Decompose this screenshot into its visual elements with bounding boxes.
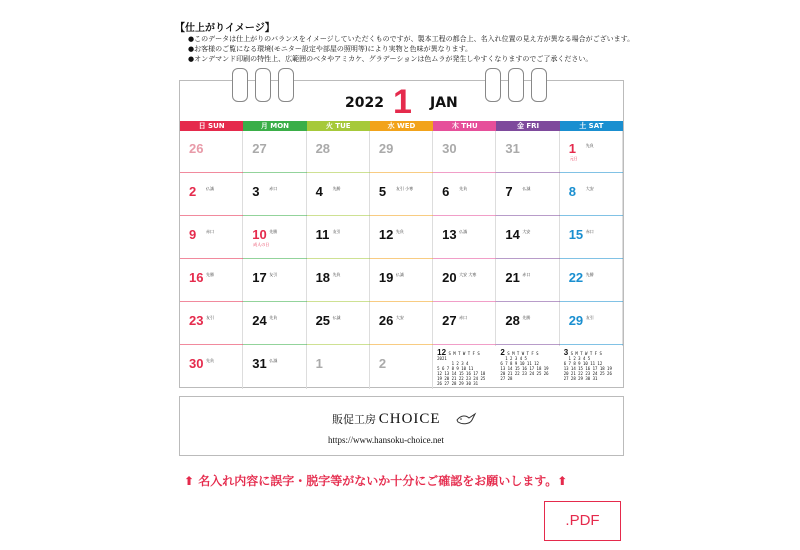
mini-weekdays: S M T W T F S bbox=[568, 351, 602, 356]
day-cell bbox=[243, 346, 306, 389]
rokuyo-label: 赤口 bbox=[206, 229, 214, 234]
rokuyo-label: 赤口 bbox=[585, 229, 594, 234]
notes bbox=[188, 34, 634, 64]
day-cell bbox=[307, 174, 370, 217]
rokuyo-label: 仏滅 bbox=[459, 229, 468, 234]
calendar-month-number: 1 bbox=[393, 83, 412, 121]
day-number: 21 bbox=[505, 270, 520, 285]
day-number: 22 bbox=[568, 270, 584, 285]
day-cell bbox=[180, 346, 243, 389]
rokuyo-label: 先負 bbox=[459, 186, 468, 191]
day-number: 28 bbox=[505, 313, 520, 328]
day-cell bbox=[370, 131, 433, 174]
day-number: 29 bbox=[568, 313, 584, 328]
day-cell bbox=[307, 346, 370, 389]
mini-weekdays: S M T W T F S bbox=[504, 351, 539, 356]
holiday-label: 成人の日 bbox=[253, 242, 270, 247]
row-divider bbox=[180, 172, 243, 173]
day-cell bbox=[370, 346, 433, 389]
day-number: 13 bbox=[442, 227, 457, 242]
day-number: 9 bbox=[189, 227, 197, 242]
calendar-month-name: JAN bbox=[430, 95, 458, 111]
day-number: 23 bbox=[189, 313, 204, 328]
mini-calendar bbox=[500, 350, 548, 381]
rokuyo-label: 赤口 bbox=[459, 315, 468, 320]
day-number: 20 bbox=[442, 270, 457, 285]
row-divider bbox=[433, 301, 496, 302]
weekday-tue: 火 TUE bbox=[307, 121, 370, 131]
note-line: ●お客様のご覧になる環境(モニター設定や部屋の照明等)により実物と色味が異なります。 bbox=[188, 45, 473, 53]
row-divider bbox=[307, 172, 370, 173]
rokuyo-label: 先負 bbox=[585, 143, 594, 148]
day-number: 27 bbox=[252, 141, 267, 156]
day-cell bbox=[307, 131, 370, 174]
row-divider bbox=[433, 172, 496, 173]
day-number: 28 bbox=[315, 141, 331, 156]
day-cell bbox=[496, 174, 559, 217]
weekday-thu: 木 THU bbox=[433, 121, 496, 131]
rokuyo-label: 先勝 bbox=[585, 272, 594, 277]
rokuyo-label: 友引 小寒 bbox=[395, 186, 414, 191]
row-divider bbox=[243, 344, 306, 345]
day-cell bbox=[433, 131, 496, 174]
day-number: 7 bbox=[505, 184, 513, 199]
row-divider bbox=[560, 172, 623, 173]
rokuyo-label: 仏滅 bbox=[332, 315, 341, 320]
day-number: 12 bbox=[378, 227, 394, 242]
mini-week-row: 13 14 15 16 17 18 19 bbox=[500, 366, 549, 371]
day-number: 26 bbox=[189, 141, 204, 156]
row-divider bbox=[560, 301, 623, 302]
rokuyo-label: 先負 bbox=[269, 315, 278, 320]
rokuyo-label: 友引 bbox=[269, 272, 278, 277]
row-divider bbox=[560, 258, 623, 259]
rokuyo-label: 大安 大寒 bbox=[459, 272, 477, 277]
row-divider bbox=[243, 258, 306, 259]
day-cell bbox=[433, 303, 496, 346]
rokuyo-label: 友引 bbox=[206, 315, 214, 320]
day-cell bbox=[370, 174, 433, 217]
mini-week-row: 1 2 3 4 bbox=[437, 361, 469, 366]
rokuyo-label: 先勝 bbox=[522, 315, 531, 320]
mini-week-row: 20 21 22 23 24 25 26 bbox=[563, 371, 612, 376]
row-divider bbox=[243, 172, 306, 173]
day-number: 30 bbox=[189, 356, 204, 371]
mini-week-row: 6 7 8 9 10 11 12 bbox=[500, 361, 539, 366]
day-cell bbox=[560, 303, 623, 346]
row-divider bbox=[180, 301, 243, 302]
rokuyo-label: 先勝 bbox=[269, 229, 278, 234]
row-divider bbox=[496, 215, 559, 216]
rokuyo-label: 仏滅 bbox=[522, 186, 531, 191]
mini-week-row: 20 21 22 23 24 25 26 bbox=[500, 371, 549, 376]
rokuyo-label: 仏滅 bbox=[206, 186, 214, 191]
rokuyo-label: 友引 bbox=[332, 229, 341, 234]
calendar-grid bbox=[180, 131, 623, 387]
day-number: 18 bbox=[315, 270, 331, 285]
calendar-preview bbox=[179, 80, 624, 388]
rokuyo-label: 先負 bbox=[332, 272, 341, 277]
day-number: 31 bbox=[252, 356, 267, 371]
brand-name bbox=[332, 411, 441, 428]
day-cell bbox=[307, 260, 370, 303]
day-cell bbox=[180, 131, 243, 174]
day-number: 2 bbox=[378, 356, 387, 371]
day-cell bbox=[243, 174, 306, 217]
rokuyo-label: 仏滅 bbox=[269, 358, 278, 363]
row-divider bbox=[370, 172, 433, 173]
row-divider bbox=[496, 172, 559, 173]
day-cell bbox=[370, 303, 433, 346]
mini-weekdays: S M T W T F S bbox=[446, 351, 480, 356]
rokuyo-label: 先負 bbox=[395, 229, 404, 234]
day-number: 5 bbox=[378, 184, 387, 199]
day-cell bbox=[180, 174, 243, 217]
day-number: 19 bbox=[378, 270, 394, 285]
row-divider bbox=[180, 344, 243, 345]
mini-year: 2021 bbox=[437, 356, 447, 361]
day-number: 24 bbox=[252, 313, 267, 328]
weekday-sat: 土 SAT bbox=[560, 121, 623, 131]
rokuyo-label: 大安 bbox=[585, 186, 594, 191]
rokuyo-label: 先勝 bbox=[206, 272, 214, 277]
row-divider bbox=[370, 344, 433, 345]
day-cell bbox=[560, 174, 623, 217]
rokuyo-label: 友引 bbox=[585, 315, 594, 320]
day-cell bbox=[496, 217, 559, 260]
weekday-mon: 月 MON bbox=[243, 121, 306, 131]
mini-week-row: 6 7 8 9 10 11 12 bbox=[563, 361, 603, 366]
day-number: 10 bbox=[252, 227, 267, 242]
note-line: ●このデータは仕上がりのバランスをイメージしていただくものですが、製本工程の都合上、名入れ位置の見え方が異なる場合がございます。 bbox=[188, 35, 635, 43]
rokuyo-label: 先負 bbox=[206, 358, 214, 363]
day-cell bbox=[496, 303, 559, 346]
row-divider bbox=[370, 258, 433, 259]
weekday-sun: 日 SUN bbox=[180, 121, 243, 131]
holiday-label: 元日 bbox=[569, 156, 578, 161]
day-number: 3 bbox=[252, 184, 260, 199]
rokuyo-label: 赤口 bbox=[269, 186, 278, 191]
rokuyo-label: 大安 bbox=[522, 229, 531, 234]
day-cell bbox=[180, 260, 243, 303]
day-cell bbox=[370, 217, 433, 260]
weekday-fri: 金 FRI bbox=[496, 121, 559, 131]
mini-week-row: 13 14 15 16 17 18 19 bbox=[563, 366, 612, 371]
mini-week-row: 5 6 7 8 9 10 11 bbox=[437, 366, 474, 371]
row-divider bbox=[433, 215, 496, 216]
day-number: 11 bbox=[315, 227, 330, 242]
mini-week-row: 19 20 21 22 23 24 25 bbox=[437, 376, 486, 381]
day-cell bbox=[560, 260, 623, 303]
rokuyo-label: 赤口 bbox=[522, 272, 531, 277]
day-number: 25 bbox=[315, 313, 331, 328]
row-divider bbox=[307, 215, 370, 216]
day-cell bbox=[307, 303, 370, 346]
mini-calendar bbox=[437, 350, 485, 386]
day-number: 8 bbox=[568, 184, 576, 199]
page-title: 【仕上がりイメージ】 bbox=[175, 23, 275, 34]
row-divider bbox=[180, 258, 243, 259]
day-cell bbox=[243, 303, 306, 346]
row-divider bbox=[307, 344, 370, 345]
day-number: 30 bbox=[442, 141, 457, 156]
month-header bbox=[180, 81, 623, 121]
day-number: 14 bbox=[505, 227, 520, 242]
row-divider bbox=[370, 215, 433, 216]
day-cell bbox=[370, 260, 433, 303]
day-number: 4 bbox=[315, 184, 323, 199]
day-number: 15 bbox=[568, 227, 584, 242]
mini-month: 3 bbox=[563, 348, 569, 357]
day-cell bbox=[180, 217, 243, 260]
day-cell bbox=[433, 260, 496, 303]
brand-url: https://www.hansoku-choice.net bbox=[328, 435, 444, 445]
row-divider bbox=[370, 301, 433, 302]
row-divider bbox=[243, 301, 306, 302]
mini-week-row: 27 28 29 30 31 bbox=[563, 376, 598, 381]
note-line: ●オンデマンド印刷の特性上、広範囲のベタやアミカケ、グラデーションは色ムラが発生しやすくなりますのでご了承ください。 bbox=[188, 55, 593, 63]
day-number: 16 bbox=[189, 270, 204, 285]
mini-month: 12 bbox=[437, 348, 447, 357]
mini-week-row: 27 28 bbox=[500, 376, 513, 381]
brand-jp: 販促工房 bbox=[332, 414, 376, 426]
rokuyo-label: 大安 bbox=[395, 315, 404, 320]
day-number: 2 bbox=[189, 184, 197, 199]
mini-calendar bbox=[564, 350, 612, 381]
rokuyo-label: 仏滅 bbox=[395, 272, 404, 277]
day-number: 17 bbox=[252, 270, 267, 285]
day-cell bbox=[243, 131, 306, 174]
name-imprint-area bbox=[179, 396, 624, 456]
row-divider bbox=[496, 301, 559, 302]
mini-week-row: 1 2 3 4 5 bbox=[563, 356, 591, 361]
row-divider bbox=[496, 344, 559, 345]
calendar-year: 2022 bbox=[345, 95, 384, 111]
row-divider bbox=[560, 215, 623, 216]
day-cell bbox=[433, 174, 496, 217]
dove-icon bbox=[455, 411, 477, 427]
row-divider bbox=[560, 344, 623, 345]
day-number: 26 bbox=[378, 313, 394, 328]
row-divider bbox=[307, 258, 370, 259]
mini-week-row: 1 2 3 4 5 bbox=[500, 356, 527, 361]
day-number: 27 bbox=[442, 313, 457, 328]
day-cell bbox=[433, 217, 496, 260]
day-number: 1 bbox=[315, 356, 323, 371]
day-cell bbox=[243, 260, 306, 303]
row-divider bbox=[433, 344, 496, 345]
pdf-button[interactable]: .PDF bbox=[544, 501, 621, 541]
mini-week-row: 26 27 28 29 30 31 bbox=[437, 381, 479, 386]
day-cell bbox=[560, 131, 623, 174]
weekday-wed: 水 WED bbox=[370, 121, 433, 131]
day-cell bbox=[243, 217, 306, 260]
row-divider bbox=[496, 258, 559, 259]
day-cell bbox=[496, 131, 559, 174]
day-cell bbox=[496, 260, 559, 303]
brand-logo-text: CHOICE bbox=[378, 411, 441, 427]
day-cell bbox=[307, 217, 370, 260]
row-divider bbox=[180, 215, 243, 216]
day-number: 29 bbox=[378, 141, 394, 156]
rokuyo-label: 先勝 bbox=[332, 186, 341, 191]
day-cell bbox=[560, 217, 623, 260]
weekday-header bbox=[180, 121, 623, 131]
day-number: 31 bbox=[505, 141, 520, 156]
mini-month: 2 bbox=[500, 348, 505, 357]
day-number: 6 bbox=[442, 184, 450, 199]
row-divider bbox=[433, 258, 496, 259]
row-divider bbox=[307, 301, 370, 302]
day-number: 1 bbox=[568, 141, 576, 156]
row-divider bbox=[243, 215, 306, 216]
day-cell bbox=[180, 303, 243, 346]
confirmation-warning: ⬆ 名入れ内容に誤字・脱字等がないか十分にご確認をお願いします。⬆ bbox=[184, 474, 568, 488]
mini-week-row: 12 13 14 15 16 17 18 bbox=[437, 371, 486, 376]
